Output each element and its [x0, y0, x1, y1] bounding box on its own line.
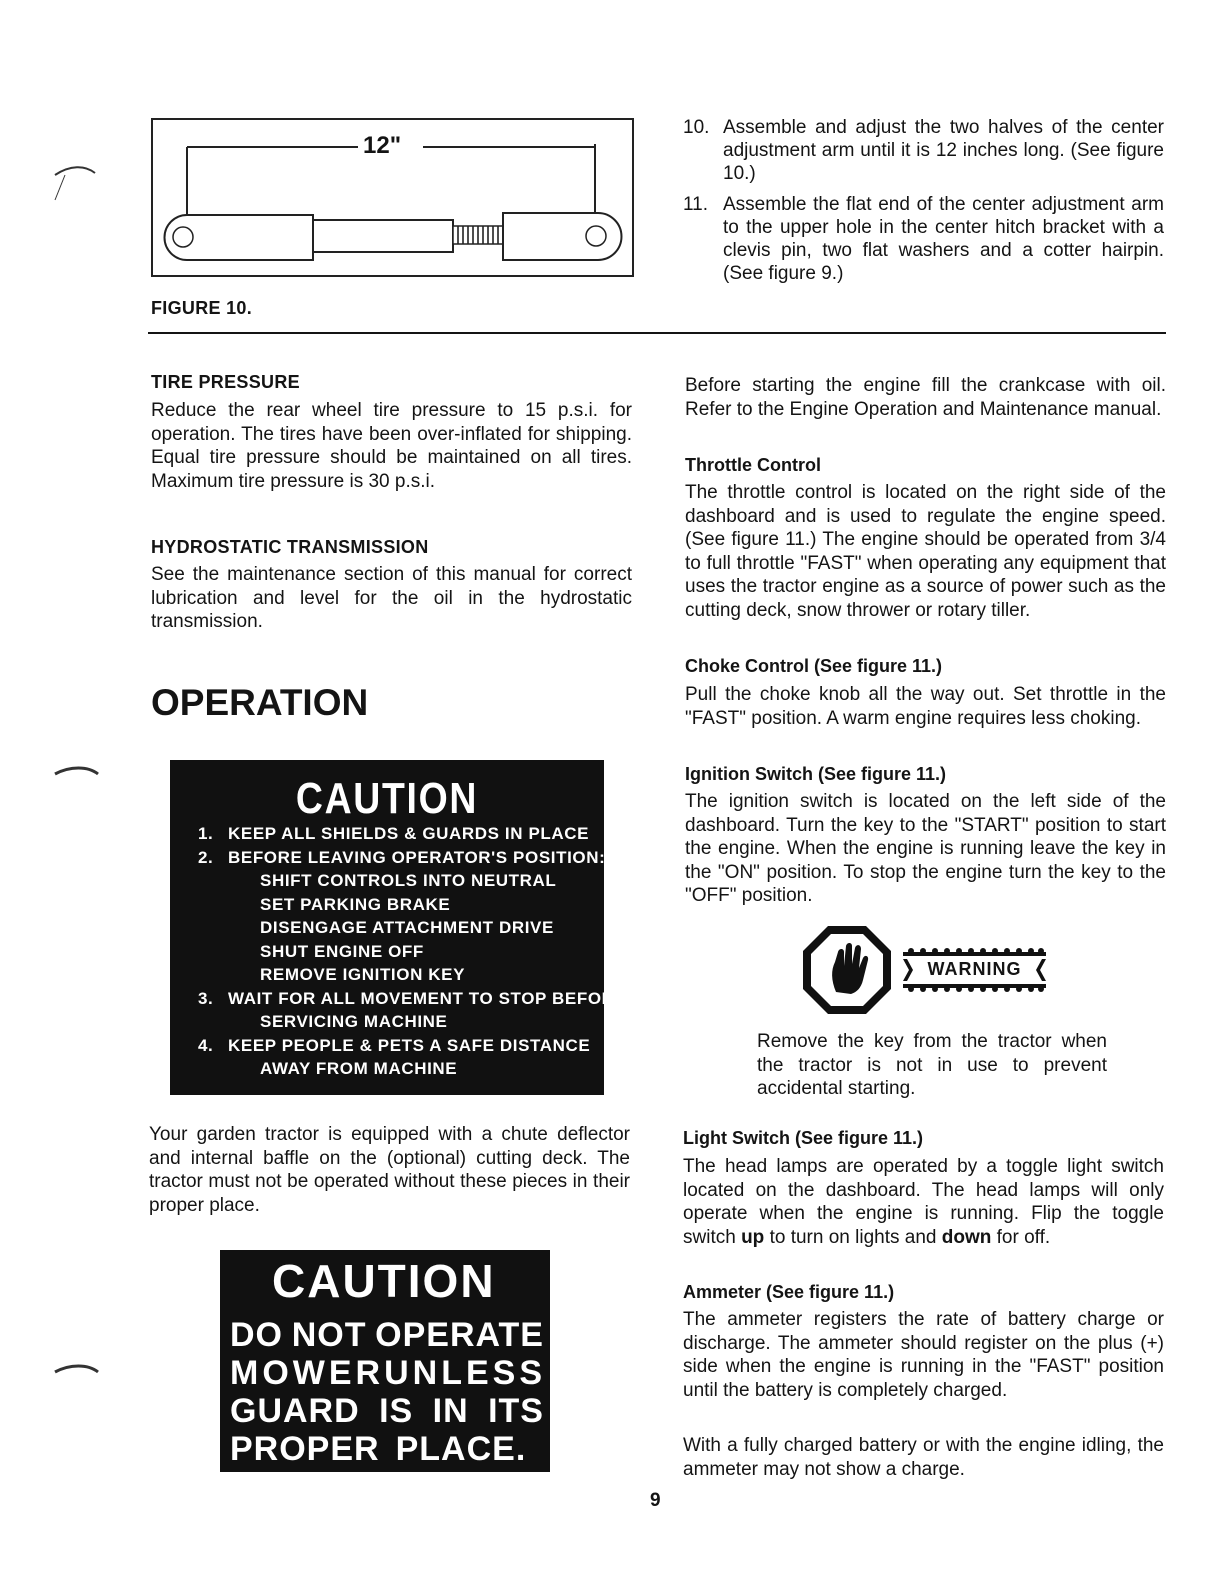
figure-10-box	[151, 118, 634, 277]
ammeter-text-2: With a fully charged battery or with the engine idling, the ammeter may not show a charge.	[683, 1435, 1164, 1480]
operation-title: OPERATION	[151, 682, 369, 723]
caution-word: NOT	[291, 1316, 367, 1354]
throttle-control-heading: Throttle Control	[685, 455, 821, 475]
margin-mark	[50, 1360, 120, 1380]
caution-line	[230, 1316, 544, 1355]
light-text-part: to turn on lights and	[764, 1226, 942, 1248]
caution-word: MOWER	[230, 1354, 385, 1392]
caution-list	[198, 822, 626, 1081]
caution-word: UNLESS	[384, 1354, 547, 1392]
caution-sign-mower-guard	[220, 1250, 550, 1472]
caution-line	[230, 1354, 547, 1393]
caution-sign-shields	[170, 760, 627, 1095]
caution-title: CAUTION	[295, 774, 479, 823]
assembly-steps	[683, 116, 1164, 285]
caution-word: OPERATE	[375, 1316, 544, 1354]
row-num: 2.	[198, 847, 214, 867]
caution-row	[198, 1010, 626, 1034]
ignition-switch-text: The ignition switch is located on the left side of the dashboard. Turn the key to the "START" position to start the engine. When the engine is running leave the key in the "ON" position. To stop the engine turn the key to the "OFF" position.	[685, 791, 1166, 906]
step-item	[683, 193, 1164, 285]
caution-row	[198, 869, 626, 893]
tire-pressure-text: Reduce the rear wheel tire pressure to 15 p.s.i. for operation. The tires have been over-inflated for shipping. Equal tire pressure should be maintained on all tires. Maximum tire pressure is 30 p.s.i.	[151, 400, 632, 492]
caution-row	[198, 893, 626, 917]
row-text: SHUT ENGINE OFF	[260, 941, 424, 961]
row-num: 4.	[198, 1035, 214, 1055]
stop-hand-icon	[801, 924, 893, 1016]
caution-row	[198, 846, 626, 870]
caution-word: ITS	[488, 1392, 544, 1430]
tire-pressure-heading: TIRE PRESSURE	[151, 372, 300, 392]
light-down-word: down	[941, 1226, 992, 1248]
margin-mark	[50, 762, 120, 782]
light-text-part: The head lamps are operated by a toggle light switch located on the dashboard. The head lamps will only operate when the engine is running. Flip the toggle switch	[683, 1156, 1164, 1248]
row-text: SHIFT CONTROLS INTO NEUTRAL	[260, 871, 557, 890]
row-text: SET PARKING BRAKE	[260, 894, 451, 914]
row-text: DISENGAGE ATTACHMENT DRIVE	[260, 918, 554, 937]
light-up-word: up	[741, 1226, 765, 1248]
throttle-control-text: The throttle control is located on the right side of the dashboard and is used to regulate the engine speed. (See figure 11.) The engine should be operated from 3/4 to full throttle "FAST" when operating any equipment that uses the tractor engine as a source of power such as the cutting deck, snow thrower or rotary tiller.	[685, 482, 1166, 621]
caution-word: GUARD	[230, 1392, 360, 1430]
ammeter-heading: Ammeter (See figure 11.)	[683, 1282, 895, 1302]
caution-word: PROPER	[230, 1430, 380, 1468]
caution-row	[198, 822, 626, 846]
choke-control-heading: Choke Control (See figure 11.)	[685, 656, 943, 676]
row-text: BEFORE LEAVING OPERATOR'S POSITION:	[228, 847, 606, 867]
caution-row	[198, 1057, 626, 1081]
step-text: Assemble and adjust the two halves of the center adjustment arm until it is 12 inches long. (See figure 10.)	[723, 117, 1164, 184]
step-item	[683, 116, 1164, 185]
margin-mark	[50, 165, 120, 225]
row-text: AWAY FROM MACHINE	[260, 1059, 458, 1078]
step-text: Assemble the flat end of the center adjustment arm to the upper hole in the center hitch bracket with a clevis pin, two flat washers and a cotter hairpin. (See figure 9.)	[723, 194, 1164, 284]
figure-dimension-label: 12"	[363, 132, 402, 159]
light-text-part: for off.	[991, 1226, 1051, 1248]
warning-banner	[903, 945, 1046, 995]
row-text: KEEP ALL SHIELDS & GUARDS IN PLACE	[228, 824, 590, 843]
caution-row	[198, 1034, 626, 1058]
caution-word: IS	[379, 1392, 414, 1430]
caution-row	[198, 987, 626, 1011]
ignition-switch-heading: Ignition Switch (See figure 11.)	[685, 764, 947, 784]
light-switch-text	[683, 1155, 1164, 1249]
choke-control-text: Pull the choke knob all the way out. Set throttle in the "FAST" position. A warm engine requires less choking.	[685, 684, 1166, 729]
figure-caption: FIGURE 10.	[151, 298, 253, 318]
caution-title: CAUTION	[272, 1255, 496, 1307]
light-switch-heading: Light Switch (See figure 11.)	[683, 1128, 924, 1148]
warning-label: WARNING	[927, 959, 1022, 979]
ammeter-text: The ammeter registers the rate of battery charge or discharge. The ammeter should register on the plus (+) side when the engine is running in the "FAST" position until the battery is completely charged.	[683, 1309, 1164, 1401]
hydrostatic-heading: HYDROSTATIC TRANSMISSION	[151, 537, 429, 557]
row-text: KEEP PEOPLE & PETS A SAFE DISTANCE	[228, 1035, 591, 1055]
row-num: 3.	[198, 988, 214, 1008]
row-text: WAIT FOR ALL MOVEMENT TO STOP BEFORE	[228, 988, 627, 1008]
step-number: 11.	[683, 194, 709, 215]
row-num: 1.	[198, 824, 214, 843]
crankcase-intro-text: Before starting the engine fill the crankcase with oil. Refer to the Engine Operation and Maintenance manual.	[685, 375, 1166, 420]
caution-row	[198, 940, 626, 964]
caution-line	[230, 1392, 544, 1431]
row-text: SERVICING MACHINE	[260, 1012, 448, 1031]
caution-row	[198, 963, 626, 987]
chute-deflector-text: Your garden tractor is equipped with a chute deflector and internal baffle on the (optional) cutting deck. The tractor must not be operated without these pieces in their proper place.	[149, 1124, 630, 1216]
page-number: 9	[650, 1490, 661, 1511]
caution-word: IN	[432, 1392, 469, 1430]
step-number: 10.	[683, 117, 710, 138]
row-text: REMOVE IGNITION KEY	[260, 965, 466, 984]
warning-text: Remove the key from the tractor when the tractor is not in use to prevent accidental starting.	[757, 1031, 1107, 1099]
hydrostatic-text: See the maintenance section of this manual for correct lubrication and level for the oil in the hydrostatic transmission.	[151, 564, 632, 632]
caution-row	[198, 916, 626, 940]
caution-line	[230, 1430, 526, 1469]
section-divider	[148, 332, 1166, 334]
caution-word: PLACE.	[395, 1430, 527, 1468]
caution-word: DO	[230, 1316, 283, 1354]
